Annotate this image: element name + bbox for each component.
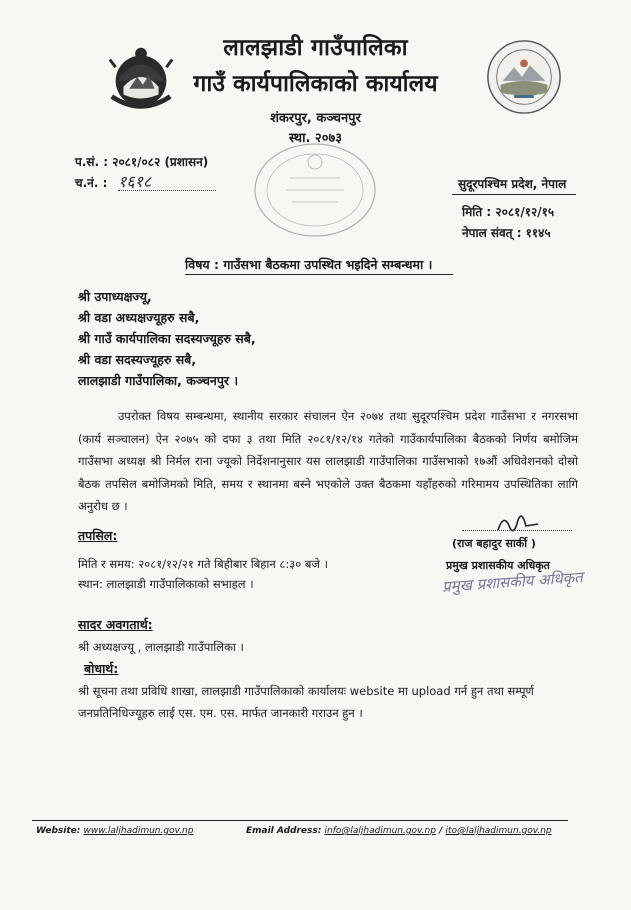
addressee-line: श्री वडा अध्यक्षज्यूहरु सबै, <box>78 310 200 325</box>
office-established: स्था. २०७३ <box>289 131 342 146</box>
footer-email <box>246 826 552 836</box>
dispatch-label: च.नं. : <box>75 176 108 190</box>
details-heading: तपसिल: <box>78 528 118 543</box>
signature-scribble-icon <box>494 508 544 538</box>
email-separator: / <box>439 826 443 836</box>
website-label: Website: <box>36 826 81 836</box>
office-subtitle: गाउँ कार्यपालिकाको कार्यालय <box>193 71 438 97</box>
info-heading: बोधार्थ: <box>84 661 119 676</box>
cc-recipient: श्री अध्यक्षज्यू , लालझाडी गाउँपालिका । <box>78 640 244 654</box>
nepal-era-date: नेपाल संवत् : ११४५ <box>462 226 551 240</box>
letter-date: मिति : २०८१/१२/१५ <box>462 205 555 219</box>
cc-heading: सादर अवगतार्थ: <box>78 617 153 632</box>
addressee-line: श्री उपाध्यक्षज्यू, <box>78 289 152 304</box>
meeting-venue: स्थान: लालझाडी गाउँपालिकाको सभाहल । <box>78 577 254 591</box>
province-divider <box>452 194 576 195</box>
dispatch-number: १६१८ <box>118 172 152 191</box>
province-label: सुदूरपश्चिम प्रदेश, नेपाल <box>458 177 567 191</box>
office-stamp-icon <box>250 138 380 242</box>
letter-body: उपरोक्त विषय सम्बन्धमा, स्थानीय सरकार संचालन ऐन २०७४ तथा सुदूरपश्चिम प्रदेश गाउँसभा र नगरसभा (कार्य सञ्चालन) ऐन २०७५ को दफा ३ तथा मिति २०८१/१२/१४ गतेको गाउँकार्यपालिका बैठकको निर्णय बमोजिम गाउँसभा अध्यक्ष श्री निर्मल राना ज्यूको निर्देशनानुसार यस लालझाडी गाउँपालिका गाउँसभाको १७औं अधिवेशनको दोस्रो बैठक तपसिल बमोजिमको मिति, समय र स्थानमा बस्ने भएकोले उक्त बैठकमा यहाँहरुको गरिमामय उपस्थितिका लागि अनुरोध छ । <box>78 409 578 513</box>
email-link-ito[interactable]: ito@laljhadimun.gov.np <box>445 826 552 836</box>
signatory-title: प्रमुख प्रशासकीय अधिकृत <box>446 559 550 572</box>
signatory-name: (राज बहादुर सार्की ) <box>452 537 536 550</box>
addressee-line: श्री गाउँ कार्यपालिका सदस्यज्यूहरु सबै, <box>78 331 256 346</box>
website-link[interactable]: www.laljhadimun.gov.np <box>83 826 194 836</box>
email-label: Email Address: <box>246 826 322 836</box>
office-location: शंकरपुर, कञ्चनपुर <box>270 111 361 126</box>
signatory-stamp: प्रमुख प्रशासकीय अधिकृत <box>441 568 584 596</box>
info-line: श्री सूचना तथा प्रविधि शाखा, लालझाडी गाउँपालिकाको कार्यालयः website मा upload गर्न हुन तथा सम्पूर्ण <box>78 684 534 698</box>
email-link-info[interactable]: info@laljhadimun.gov.np <box>324 826 436 836</box>
reference-number: प.सं. : २०८१/०८२ (प्रशासन) <box>75 155 209 169</box>
footer-website <box>36 826 193 836</box>
addressee-line: लालझाडी गाउँपालिका, कञ्चनपुर । <box>78 373 239 388</box>
info-line: जनप्रतिनिधिज्यूहरु लाई एस. एम. एस. मार्फत जानकारी गराउन हुन । <box>78 706 363 720</box>
dispatch-line <box>118 190 216 191</box>
letter-subject: विषय : गाउँसभा बैठकमा उपस्थित भइदिने सम्बन्धमा । <box>185 257 433 272</box>
footer-divider <box>32 820 568 821</box>
addressee-line: श्री वडा सदस्यज्यूहरु सबै, <box>78 352 197 367</box>
office-title: लालझाडी गाउँपालिका <box>223 35 408 61</box>
signature-line <box>462 530 572 531</box>
subject-underline <box>185 274 453 275</box>
meeting-datetime: मिति र समय: २०८१/१२/२१ गते बिहीबार बिहान ८:३० बजे । <box>78 557 328 571</box>
